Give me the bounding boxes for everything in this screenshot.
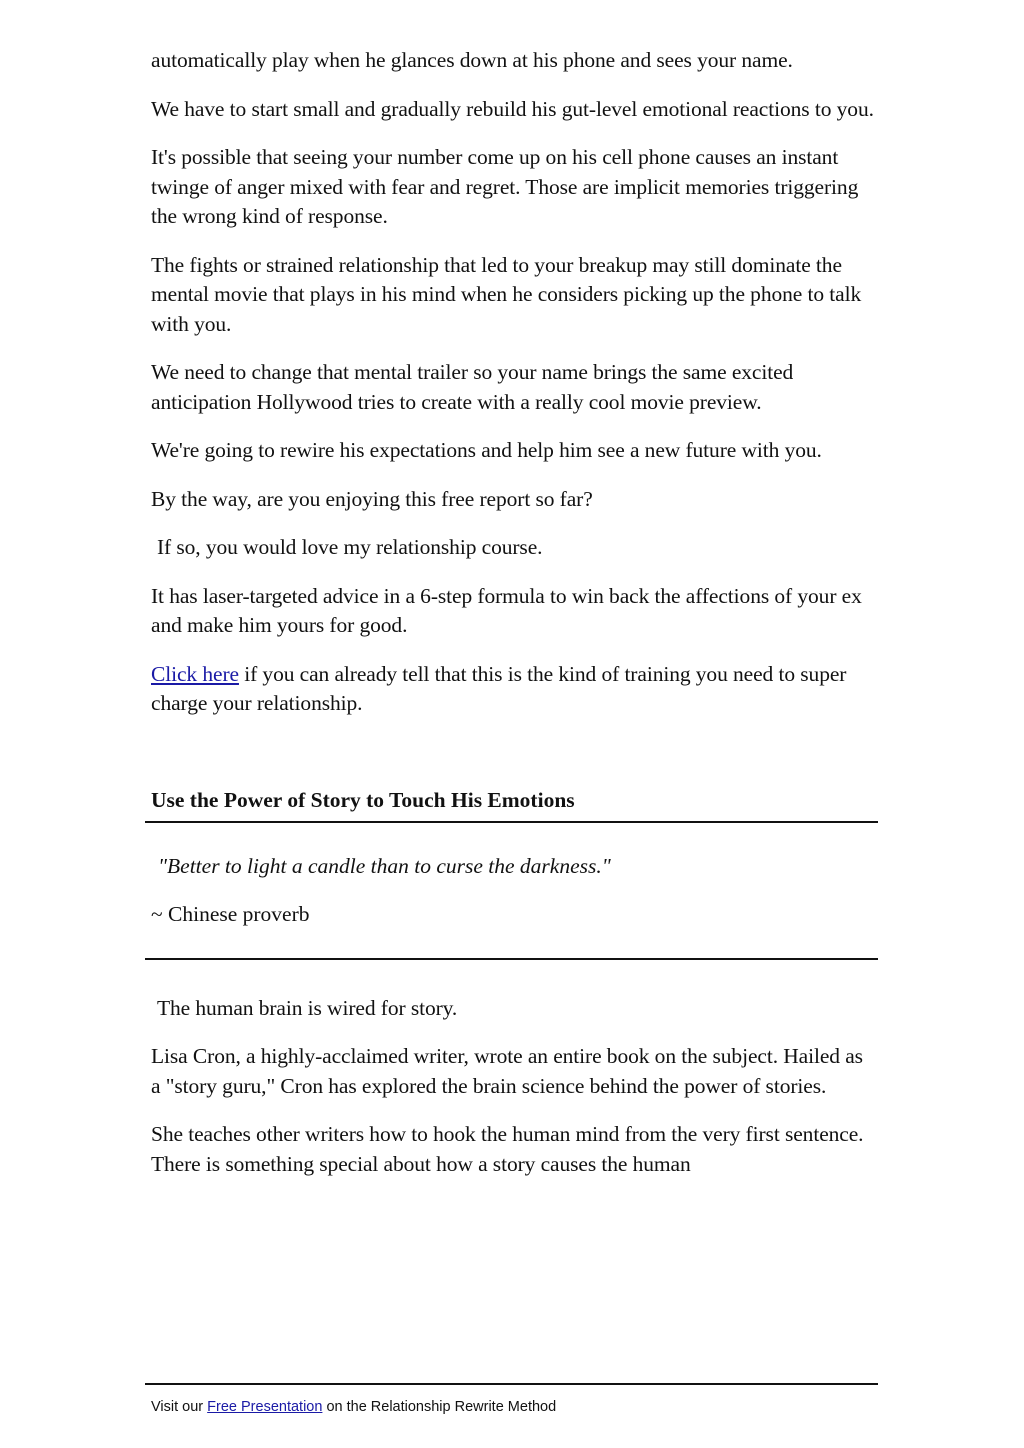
paragraph: It's possible that seeing your number come up on his cell phone causes an instant twinge of anger mixed with fear and regret. Those are implicit memories triggering the wrong kind of response. bbox=[151, 145, 859, 228]
cta-text: if you can already tell that this is the kind of training you need to super charge your relationship. bbox=[151, 661, 847, 715]
paragraph: automatically play when he glances down at his phone and sees your name. bbox=[151, 48, 793, 72]
paragraph: We're going to rewire his expectations and help him see a new future with you. bbox=[151, 438, 822, 462]
story-section bbox=[151, 960, 875, 1180]
page-footer bbox=[151, 1399, 556, 1415]
click-here-link[interactable]: Click here bbox=[151, 661, 239, 686]
paragraph: By the way, are you enjoying this free report so far? bbox=[151, 486, 593, 511]
section-heading: Use the Power of Story to Touch His Emotions bbox=[151, 787, 575, 812]
quote-divider bbox=[145, 958, 878, 960]
paragraph: It has laser-targeted advice in a 6-step formula to win back the affections of your ex and make him yours for good. bbox=[151, 583, 862, 637]
paragraph: She teaches other writers how to hook the human mind from the very first sentence. There is something special about how a story causes the human bbox=[151, 1122, 864, 1176]
paragraph: If so, you would love my relationship course. bbox=[157, 535, 543, 559]
paragraph: Lisa Cron, a highly-acclaimed writer, wrote an entire book on the subject. Hailed as a "story guru," Cron has explored the brain science behind the power of stories. bbox=[151, 1044, 863, 1098]
paragraph: We have to start small and gradually rebuild his gut-level emotional reactions to you. bbox=[151, 96, 874, 121]
quote-text: "Better to light a candle than to curse the darkness." bbox=[158, 853, 611, 878]
paragraph: The human brain is wired for story. bbox=[157, 995, 458, 1020]
cta-paragraph bbox=[151, 660, 875, 719]
free-presentation-link[interactable]: Free Presentation bbox=[207, 1399, 323, 1415]
footer-prefix: Visit our bbox=[151, 1399, 208, 1415]
paragraph: We need to change that mental trailer so your name brings the same excited anticipation Hollywood tries to create with a really cool movie preview. bbox=[151, 360, 794, 414]
footer-divider bbox=[145, 1383, 878, 1385]
paragraph: The fights or strained relationship that led to your breakup may still dominate the mental movie that plays in his mind when he considers picking up the phone to talk with you. bbox=[151, 252, 862, 336]
quote-block bbox=[151, 823, 875, 930]
document-page bbox=[151, 46, 875, 1198]
heading-divider bbox=[145, 821, 878, 823]
section-spacer bbox=[151, 738, 875, 786]
footer-suffix: on the Relationship Rewrite Method bbox=[322, 1399, 557, 1415]
quote-attribution: ~ Chinese proverb bbox=[151, 902, 310, 926]
